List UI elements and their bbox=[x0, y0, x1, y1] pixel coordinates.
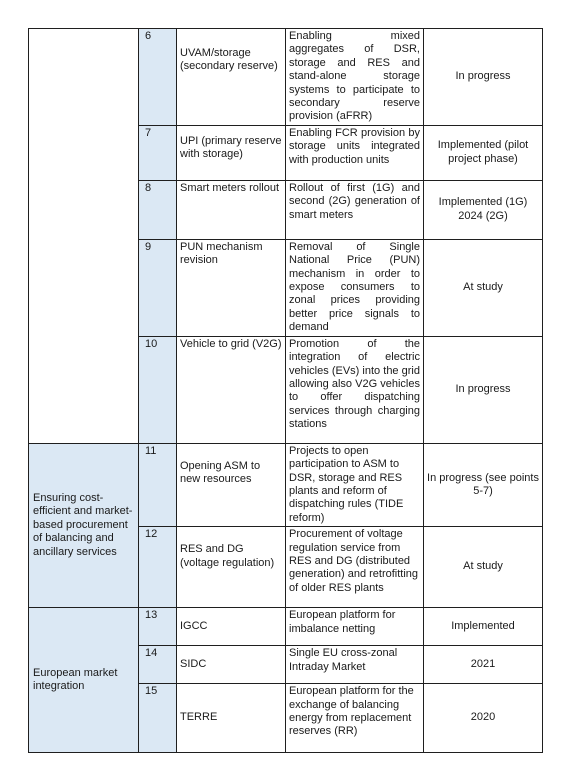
row-number: 7 bbox=[139, 125, 177, 180]
measure-status: In progress (see points 5-7) bbox=[424, 443, 543, 526]
table-row bbox=[29, 443, 543, 526]
measure-status: At study bbox=[424, 239, 543, 336]
measure-description: Promotion of the integration of electric vehicles (EVs) into the grid allowing also V2G vehicles to offer dispatching services through charging stations bbox=[286, 336, 424, 443]
measure-name: TERRE bbox=[177, 684, 286, 753]
row-number: 13 bbox=[139, 608, 177, 646]
measure-status: Implemented (1G) 2024 (2G) bbox=[424, 180, 543, 239]
measure-description: European platform for imbalance netting bbox=[286, 608, 424, 646]
measure-description: Removal of Single National Price (PUN) mechanism in order to expose consumers to zonal prices providing better price signals to demand bbox=[286, 239, 424, 336]
measure-name: SIDC bbox=[177, 646, 286, 684]
measure-name: Vehicle to grid (V2G) bbox=[177, 336, 286, 443]
measure-name: IGCC bbox=[177, 608, 286, 646]
measure-description: Single EU cross-zonal Intraday Market bbox=[286, 646, 424, 684]
row-number: 10 bbox=[139, 336, 177, 443]
row-number: 14 bbox=[139, 646, 177, 684]
row-number: 12 bbox=[139, 527, 177, 608]
measure-name: RES and DG (voltage regulation) bbox=[177, 527, 286, 608]
measure-name: PUN mechanism revision bbox=[177, 239, 286, 336]
measure-status: Implemented bbox=[424, 608, 543, 646]
measure-description: Enabling mixed aggregates of DSR, storage and RES and stand-alone storage systems to participate to secondary reserve provision (aFRR) bbox=[286, 29, 424, 126]
table-row bbox=[29, 608, 543, 646]
measure-name: UPI (primary reserve with storage) bbox=[177, 125, 286, 180]
area-european: European market integration bbox=[29, 608, 139, 753]
row-number: 8 bbox=[139, 180, 177, 239]
measure-status: In progress bbox=[424, 336, 543, 443]
area-cell-empty bbox=[29, 29, 139, 444]
row-number: 6 bbox=[139, 29, 177, 126]
measure-status: 2020 bbox=[424, 684, 543, 753]
measure-status: At study bbox=[424, 527, 543, 608]
table-row bbox=[29, 29, 543, 126]
measure-description: Enabling FCR provision by storage units integrated with production units bbox=[286, 125, 424, 180]
measure-status: 2021 bbox=[424, 646, 543, 684]
measure-description: Projects to open participation to ASM to DSR, storage and RES plants and reform of dispatching rules (TIDE reform) bbox=[286, 443, 424, 526]
measure-status: In progress bbox=[424, 29, 543, 126]
row-number: 15 bbox=[139, 684, 177, 753]
measure-description: Procurement of voltage regulation service from RES and DG (distributed generation) and retrofitting of older RES plants bbox=[286, 527, 424, 608]
measure-name: UVAM/storage (secondary reserve) bbox=[177, 29, 286, 126]
measure-name: Opening ASM to new resources bbox=[177, 443, 286, 526]
measure-name: Smart meters rollout bbox=[177, 180, 286, 239]
measure-status: Implemented (pilot project phase) bbox=[424, 125, 543, 180]
row-number: 9 bbox=[139, 239, 177, 336]
measure-description: European platform for the exchange of balancing energy from replacement reserves (RR) bbox=[286, 684, 424, 753]
measure-description: Rollout of first (1G) and second (2G) generation of smart meters bbox=[286, 180, 424, 239]
measures-table bbox=[28, 28, 543, 753]
row-number: 11 bbox=[139, 443, 177, 526]
area-balancing: Ensuring cost-efficient and market-based procurement of balancing and ancillary services bbox=[29, 443, 139, 607]
